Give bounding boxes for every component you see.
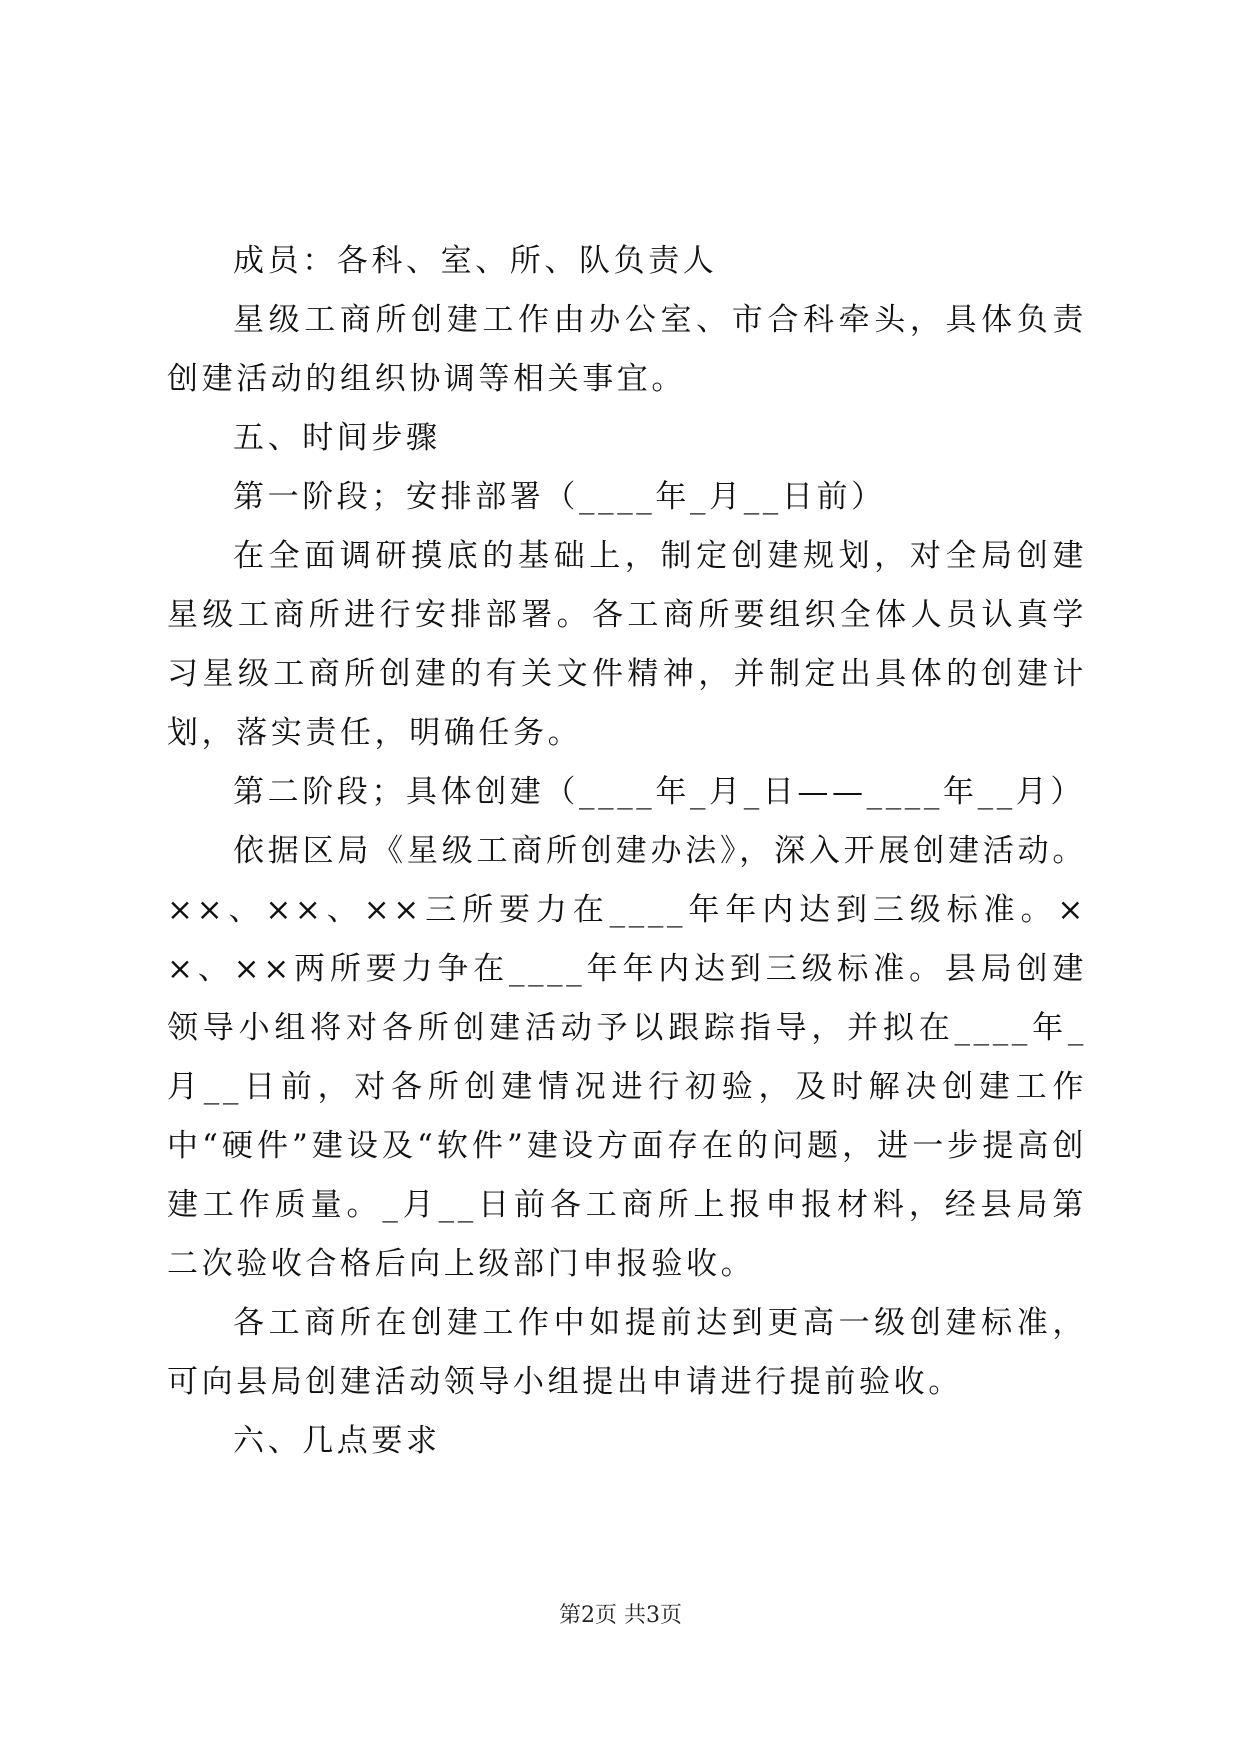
page-number-footer: 第2页 共3页 — [559, 1603, 682, 1628]
paragraph-stage-two: 依据区局《星级工商所创建办法》，深入开展创建活动。××、××、××三所要力在____年年内达到三级标准。××、××两所要力争在____年年内达到三级标准。县局创建领导小组将对各所创建活动予以跟踪指导，并拟在____年_月__日前，对各所创建情况进行初验，及时解决创建工作中“硬件”建设及“软件”建设方面存在的问题，进一步提高创建工作质量。_月__日前各工商所上报申报材料，经县局第二次验收合格后向上级部门申报验收。 — [167, 833, 1087, 1282]
document-body — [167, 232, 1087, 1471]
paragraph-lead-office: 星级工商所创建工作由办公室、市合科牵头，具体负责创建活动的组织协调等相关事宜。 — [167, 302, 1087, 397]
paragraph-early-acceptance: 各工商所在创建工作中如提前达到更高一级创建标准，可向县局创建活动领导小组提出申请进行提前验收。 — [167, 1305, 1087, 1400]
section-heading-time-steps: 五、时间步骤 — [233, 420, 441, 456]
stage-one-heading: 第一阶段；安排部署（____年_月__日前） — [233, 479, 886, 515]
stage-two-heading: 第二阶段；具体创建（____年_月_日——____年__月） — [233, 774, 1085, 810]
section-heading-requirements: 六、几点要求 — [233, 1423, 441, 1459]
paragraph-members: 成员：各科、室、所、队负责人 — [233, 243, 718, 279]
paragraph-stage-one: 在全面调研摸底的基础上，制定创建规划，对全局创建星级工商所进行安排部署。各工商所要组织全体人员认真学习星级工商所创建的有关文件精神，并制定出具体的创建计划，落实责任，明确任务。 — [167, 538, 1087, 751]
